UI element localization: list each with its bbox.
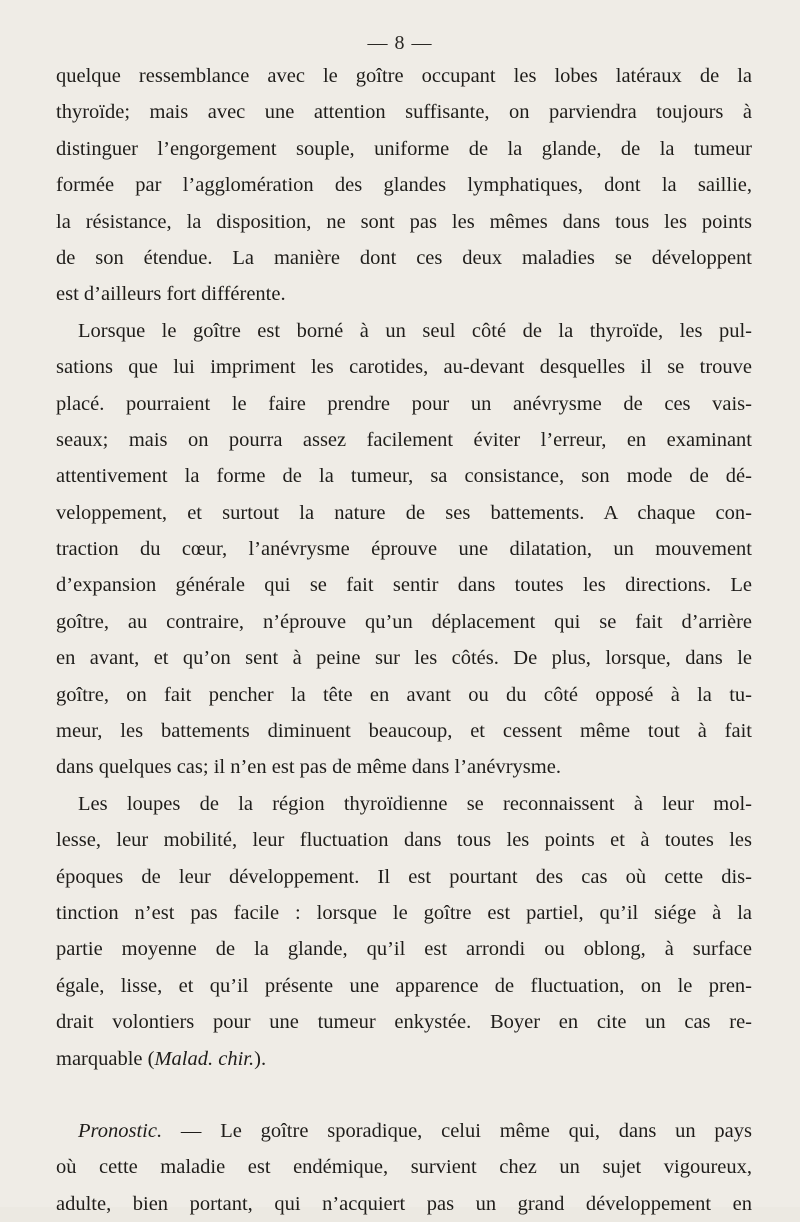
text-line: tinction n’est pas facile : lorsque le goître est partiel, qu’il siége à la — [56, 901, 752, 924]
text-line: Les loupes de la région thyroïdienne se reconnaissent à leur mol- — [78, 792, 752, 815]
text-line: dans quelques cas; il n’en est pas de même dans l’anévrysme. — [56, 756, 561, 779]
text-line: la résistance, la disposition, ne sont pas les mêmes dans tous les points — [56, 210, 752, 233]
text-line: drait volontiers pour une tumeur enkystée. Boyer en cite un cas re- — [56, 1011, 752, 1034]
text-line: veloppement, et surtout la nature de ses battements. A chaque con- — [56, 501, 752, 524]
text-fragment: — Le goître sporadique, celui même qui, dans un pays — [162, 1119, 752, 1142]
text-fragment: marquable ( — [56, 1047, 155, 1070]
text-line: époques de leur développement. Il est pourtant des cas où cette dis- — [56, 865, 752, 888]
text-line: où cette maladie est endémique, survient chez un sujet vigoureux, — [56, 1156, 752, 1179]
text-line: seaux; mais on pourra assez facilement éviter l’erreur, en examinant — [56, 428, 752, 451]
text-line: distinguer l’engorgement souple, uniforme de la glande, de la tumeur — [56, 137, 752, 160]
page-number: — 8 — — [367, 32, 433, 54]
text-line: lesse, leur mobilité, leur fluctuation dans tous les points et à toutes les — [56, 829, 752, 852]
text-line: quelque ressemblance avec le goître occupant les lobes latéraux de la — [56, 65, 752, 87]
section-heading: Pronostic. — [78, 1119, 163, 1142]
citation-title: Malad. chir. — [154, 1047, 255, 1070]
paragraph-gap — [56, 1077, 752, 1113]
text-line: en avant, et qu’on sent à peine sur les côtés. De plus, lorsque, dans le — [56, 647, 752, 670]
text-line: est d’ailleurs fort différente. — [56, 283, 286, 306]
text-line: adulte, bien portant, qui n’acquiert pas un grand développement en — [56, 1192, 752, 1215]
text-line: d’expansion générale qui se fait sentir dans toutes les directions. Le — [56, 574, 752, 597]
text-fragment: ). — [254, 1047, 267, 1070]
text-line: partie moyenne de la glande, qu’il est arrondi ou oblong, à surface — [56, 938, 752, 961]
text-line: goître, au contraire, n’éprouve qu’un déplacement qui se fait d’arrière — [56, 610, 752, 633]
text-line: placé. pourraient le faire prendre pour un anévrysme de ces vais- — [56, 392, 752, 415]
text-line: traction du cœur, l’anévrysme éprouve une dilatation, un mouvement — [56, 538, 752, 561]
text-line: attentivement la forme de la tumeur, sa consistance, son mode de dé- — [56, 465, 752, 488]
text-line: goître, on fait pencher la tête en avant ou du côté opposé à la tu- — [56, 683, 752, 706]
text-line — [56, 1113, 752, 1149]
body-text — [56, 58, 752, 1222]
text-line: de son étendue. La manière dont ces deux maladies se développent — [56, 246, 752, 269]
text-line: formée par l’agglomération des glandes lymphatiques, dont la saillie, — [56, 174, 752, 197]
text-line: sations que lui impriment les carotides, au-devant desquelles il se trouve — [56, 356, 752, 379]
text-line: égale, lisse, et qu’il présente une apparence de fluctuation, on le pren- — [56, 974, 752, 997]
text-line: thyroïde; mais avec une attention suffisante, on parviendra toujours à — [56, 101, 752, 124]
text-line: meur, les battements diminuent beaucoup, et cessent même tout à fait — [56, 720, 752, 743]
text-line: Lorsque le goître est borné à un seul côté de la thyroïde, les pul- — [78, 319, 752, 342]
text-line — [56, 1041, 752, 1077]
